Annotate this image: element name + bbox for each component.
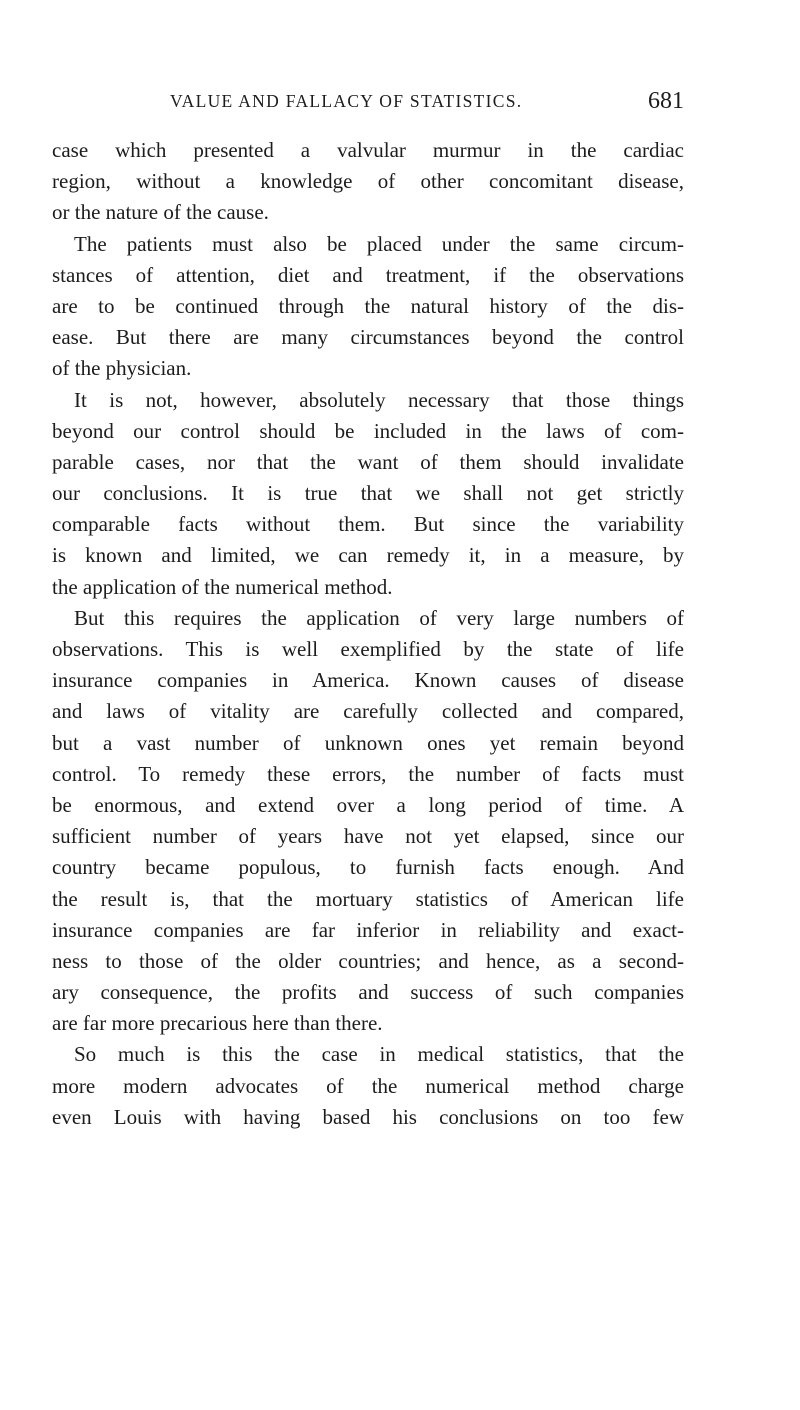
- text-line: ness to those of the older countries; and hence, as a second-: [52, 948, 684, 973]
- text-line: or the nature of the cause.: [52, 200, 269, 225]
- text-line: region, without a knowledge of other concomitant disease,: [52, 169, 684, 194]
- paragraph-start-line: It is not, however, absolutely necessary that those things: [74, 387, 684, 412]
- text-line: observations. This is well exemplified by the state of life: [52, 637, 684, 661]
- text-line: the application of the numerical method.: [52, 574, 393, 599]
- text-line: case which presented a valvular murmur in the cardiac: [52, 138, 684, 162]
- text-line: even Louis with having based his conclusions on too few: [52, 1104, 684, 1129]
- page-number: 681: [648, 88, 684, 114]
- running-title: VALUE AND FALLACY OF STATISTICS.: [170, 91, 523, 111]
- page-header: [52, 86, 684, 116]
- text-line: be enormous, and extend over a long period of time. A: [52, 792, 684, 817]
- text-line: ease. But there are many circumstances beyond the control: [52, 325, 684, 350]
- text-line: ary consequence, the profits and success of such companies: [52, 980, 684, 1005]
- text-line: control. To remedy these errors, the number of facts must: [52, 761, 684, 786]
- text-line: insurance companies are far inferior in reliability and exact-: [52, 917, 684, 942]
- text-line: beyond our control should be included in the laws of com-: [52, 418, 684, 443]
- body-text: [52, 135, 684, 1133]
- text-line: our conclusions. It is true that we shall not get strictly: [52, 481, 684, 506]
- text-line: and laws of vitality are carefully collected and compared,: [52, 699, 684, 724]
- text-line: of the physician.: [52, 356, 192, 381]
- text-line: parable cases, nor that the want of them should invalidate: [52, 449, 684, 474]
- text-line: is known and limited, we can remedy it, in a measure, by: [52, 543, 684, 568]
- text-line: the result is, that the mortuary statistics of American life: [52, 886, 684, 911]
- text-line: stances of attention, diet and treatment, if the observations: [52, 262, 684, 287]
- text-line: insurance companies in America. Known causes of disease: [52, 668, 684, 693]
- paragraph-start-line: So much is this the case in medical statistics, that the: [74, 1042, 684, 1067]
- paragraph-start-line: The patients must also be placed under the same circum-: [74, 231, 684, 256]
- text-line: country became populous, to furnish facts enough. And: [52, 855, 684, 880]
- text-line: comparable facts without them. But since the variability: [52, 512, 684, 537]
- book-page: [52, 0, 684, 1410]
- text-line: more modern advocates of the numerical method charge: [52, 1073, 684, 1098]
- text-line: are far more precarious here than there.: [52, 1011, 383, 1036]
- text-line: sufficient number of years have not yet elapsed, since our: [52, 824, 684, 849]
- text-line: are to be continued through the natural history of the dis-: [52, 293, 684, 318]
- paragraph-start-line: But this requires the application of very large numbers of: [74, 605, 684, 630]
- text-line: but a vast number of unknown ones yet remain beyond: [52, 730, 684, 755]
